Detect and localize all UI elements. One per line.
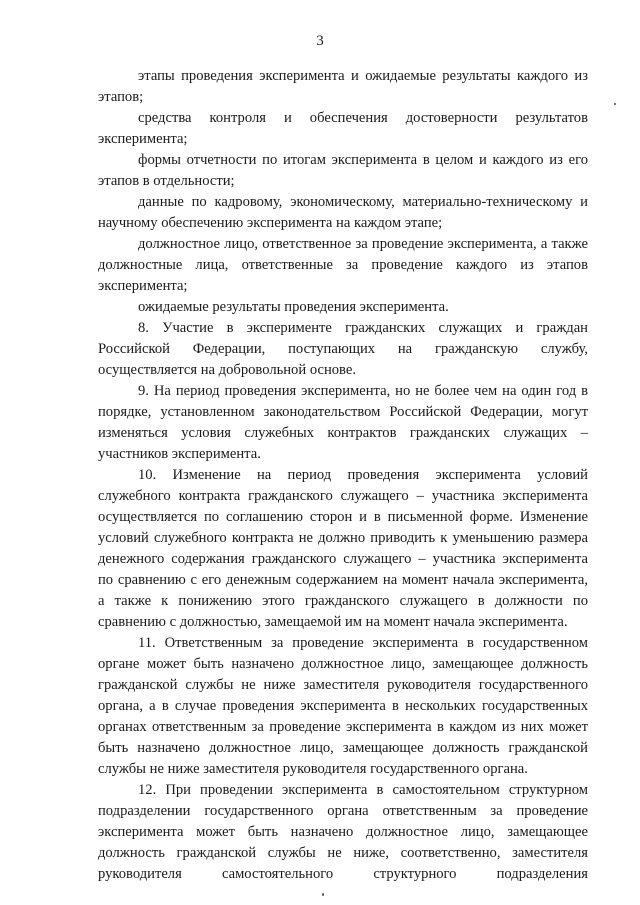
text-line: ожидаемые результаты проведения эксперимента. [138,299,449,315]
text-line: подразделении государственного органа ответственным за проведение [98,803,588,819]
text-line: 9. На период проведения эксперимента, но не более чем на один год в [138,383,588,399]
text-line: осуществляется по соглашению сторон и в письменной форме. Изменение [98,509,588,525]
text-line: эксперимента может быть назначено должностное лицо, замещающее [98,824,588,840]
text-line: по сравнению с его денежным содержанием на момент начала эксперимента, [98,572,588,588]
text-line: денежного содержания гражданского служащего – участника эксперимента [98,551,588,567]
page-number: 3 [316,33,324,49]
text-line: быть назначено должностное лицо, замещающее должность гражданской [98,740,588,756]
text-line: эксперимента; [98,131,188,147]
text-line: формы отчетности по итогам эксперимента в целом и каждого из его [138,152,588,168]
text-line: должность гражданской службы не ниже, соответственно, заместителя [98,845,588,861]
text-line: средства контроля и обеспечения достоверности результатов [138,110,588,126]
text-line: органах ответственным за проведение эксперимента в каждом из них может [98,719,588,735]
text-line: изменяться условия служебных контрактов гражданских служащих – [98,425,588,441]
text-line: Российской Федерации, поступающих на гражданскую службу, [98,341,588,357]
text-line: этапов; [98,89,144,105]
text-line: порядке, установленном законодательством Российской Федерации, могут [98,404,588,420]
text-line: службы не ниже заместителя руководителя государственного органа. [98,761,528,777]
text-line: а также к понижению этого гражданского служащего в должности по [98,593,588,609]
text-line: эксперимента; [98,278,188,294]
text-line: служебного контракта гражданского служащего – участника эксперимента [98,488,588,504]
text-line: участников эксперимента. [98,446,261,462]
text-line: этапы проведения эксперимента и ожидаемые результаты каждого из [138,68,588,84]
text-line: сравнению с должностью, замещаемой им на момент начала эксперимента. [98,614,568,630]
text-line: гражданской службы не ниже заместителя руководителя государственного [98,677,588,693]
text-line: органе может быть назначено должностное лицо, замещающее должность [98,656,588,672]
scan-speck [322,893,324,896]
text-line: органа, а в случае проведения эксперимента в нескольких государственных [98,698,588,714]
text-line: этапов в отдельности; [98,173,235,189]
text-line: осуществляется на добровольной основе. [98,362,356,378]
text-line: 10. Изменение на период проведения эксперимента условий [138,467,588,483]
text-line: руководителя самостоятельного структурного подразделения [98,866,588,882]
scan-speck [614,103,616,105]
text-line: условий служебного контракта не должно приводить к уменьшению размера [98,530,588,546]
text-line: должностное лицо, ответственное за проведение эксперимента, а также [138,236,588,252]
text-line: 11. Ответственным за проведение эксперимента в государственном [138,635,588,651]
text-line: должностные лица, ответственные за проведение каждого из этапов [98,257,588,273]
text-line: научному обеспечению эксперимента на каждом этапе; [98,215,443,231]
text-line: данные по кадровому, экономическому, материально-техническому и [138,194,588,210]
text-line: 12. При проведении эксперимента в самостоятельном структурном [138,782,588,798]
text-line: 8. Участие в эксперименте гражданских служащих и граждан [138,320,588,336]
